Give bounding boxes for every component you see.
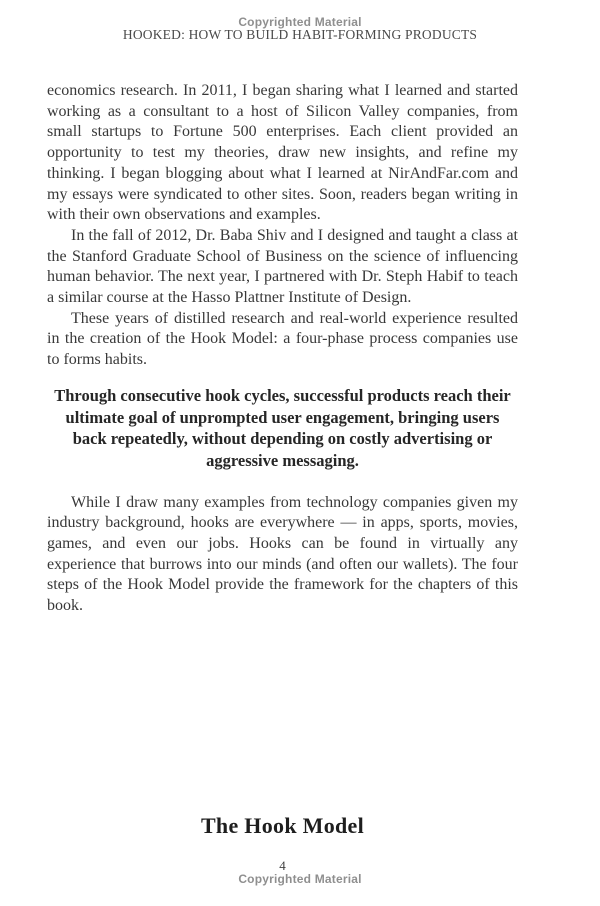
copyright-watermark-top: Copyrighted Material xyxy=(238,15,362,29)
page-body xyxy=(47,81,518,617)
body-paragraph: economics research. In 2011, I began sharing what I learned and started working as a consultant to a host of Silicon Valley companies, from small startups to Fortune 500 enterprises. Each client provided an opportunity to test my theories, draw new insights, and refine my thinking. I began blogging about what I learned at NirAndFar.com and my essays were syndicated to other sites. Soon, readers began writing in with their own observations and examples. xyxy=(47,82,518,224)
section-heading: The Hook Model xyxy=(200,813,365,838)
page-number: 4 xyxy=(279,858,286,873)
copyright-watermark-bottom: Copyrighted Material xyxy=(238,872,362,886)
body-paragraph: These years of distilled research and real-world experience resulted in the creation of the Hook Model: a four-phase process companies use to forms habits. xyxy=(47,309,518,369)
running-header: HOOKED: HOW TO BUILD HABIT-FORMING PRODUCTS xyxy=(122,27,478,42)
body-paragraph: In the fall of 2012, Dr. Baba Shiv and I designed and taught a class at the Stanford Graduate School of Business on the science of influencing human behavior. The next year, I partnered with Dr. Steph Habif to teach a similar course at the Hasso Plattner Institute of Design. xyxy=(47,226,518,307)
pull-quote: Through consecutive hook cycles, successful products reach their ultimate goal of unprompted user engagement, bringing users back repeatedly, without depending on costly advertising or aggressive messaging. xyxy=(54,385,511,470)
body-paragraph: While I draw many examples from technology companies given my industry background, hooks are everywhere — in apps, sports, movies, games, and even our jobs. Hooks can be found in virtually any experience that burrows into our minds (and often our wallets). The four steps of the Hook Model provide the framework for the chapters of this book. xyxy=(47,493,518,615)
